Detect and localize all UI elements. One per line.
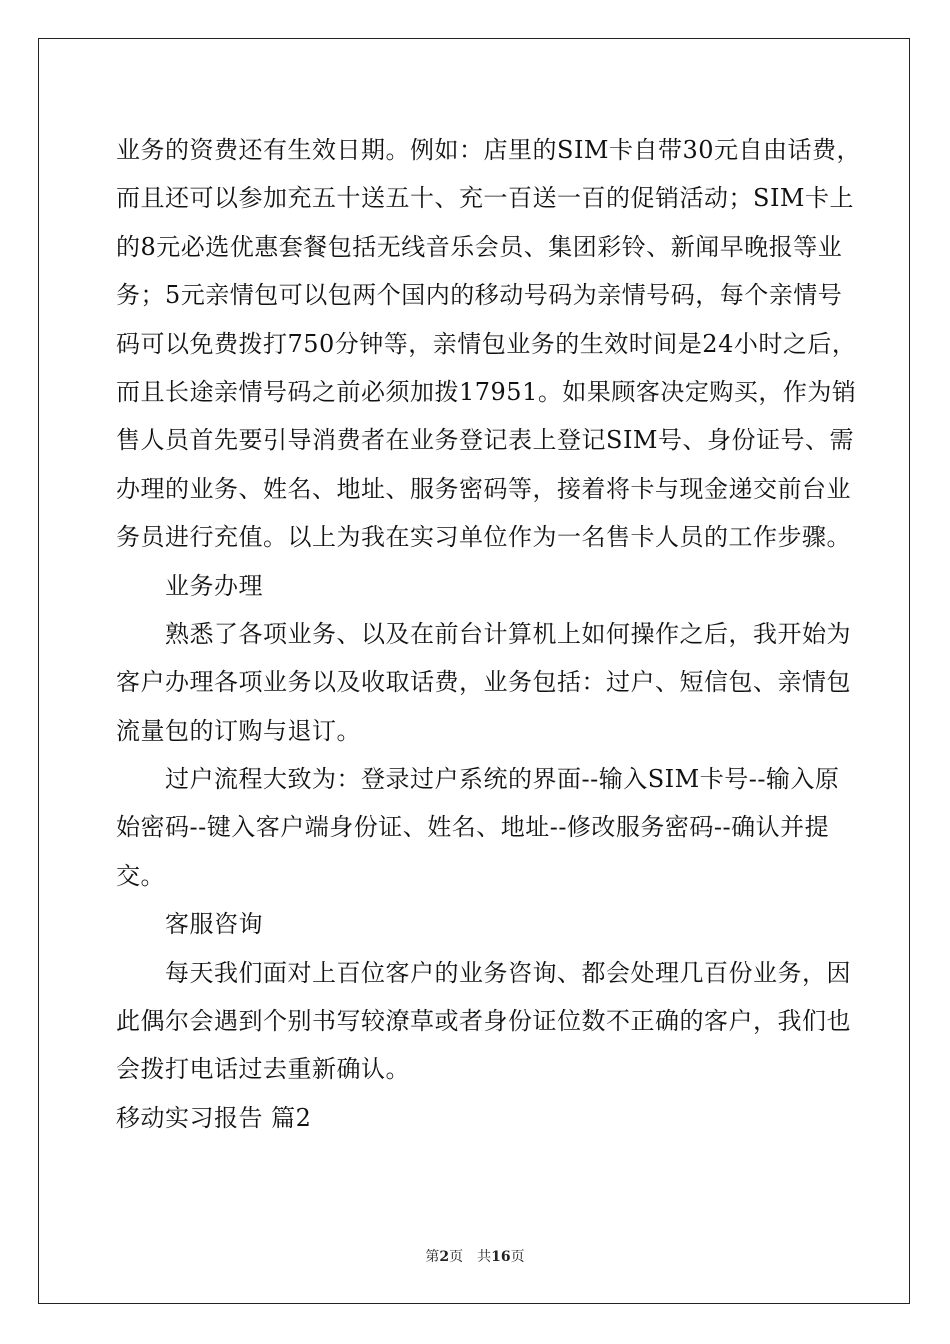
text-line-1: 业务的资费还有生效日期。例如：店里的SIM卡自带30元自由话费， [116, 136, 862, 164]
footer-suffix: 页 [510, 1249, 525, 1265]
text-line-2: 而且还可以参加充五十送五十、充一百送一百的促销活动；SIM卡上 [116, 184, 854, 213]
text-line-13: 流量包的订购与退订。 [116, 716, 361, 745]
text-line-16: 交。 [116, 861, 165, 890]
text-line-6: 而且长途亲情号码之前必须加拨17951。如果顾客决定购买，作为销 [116, 377, 857, 406]
text-line-11: 熟悉了各项业务、以及在前台计算机上如何操作之后，我开始为 [116, 619, 851, 648]
text-line-19: 此偶尔会遇到个别书写较潦草或者身份证位数不正确的客户，我们也 [116, 1007, 851, 1036]
report-title-part2: 移动实习报告 篇2 [116, 1103, 312, 1132]
text-line-20: 会拨打电话过去重新确认。 [116, 1055, 410, 1084]
text-line-4: 务；5元亲情包可以包两个国内的移动号码为亲情号码，每个亲情号 [116, 281, 843, 310]
text-line-3: 的8元必选优惠套餐包括无线音乐会员、集团彩铃、新闻早晚报等业 [116, 232, 843, 261]
section-heading-business: 业务办理 [116, 571, 263, 600]
text-line-15: 始密码--键入客户端身份证、姓名、地址--修改服务密码--确认并提 [116, 813, 830, 842]
footer-total-pages: 16 [491, 1249, 511, 1265]
footer-mid: 页 共 [449, 1249, 492, 1265]
text-line-8: 办理的业务、姓名、地址、服务密码等，接着将卡与现金递交前台业 [116, 474, 851, 503]
section-heading-service: 客服咨询 [116, 910, 263, 939]
text-line-7: 售人员首先要引导消费者在业务登记表上登记SIM号、身份证号、需 [116, 426, 854, 455]
text-line-12: 客户办理各项业务以及收取话费，业务包括：过户、短信包、亲情包 [116, 668, 851, 697]
footer-page-number: 2 [439, 1249, 450, 1265]
text-line-9: 务员进行充值。以上为我在实习单位作为一名售卡人员的工作步骤。 [116, 523, 851, 552]
text-line-5: 码可以免费拨打750分钟等，亲情包业务的生效时间是24小时之后， [116, 329, 857, 358]
page-footer [0, 1246, 950, 1266]
document-body [116, 126, 862, 1142]
footer-prefix: 第 [425, 1249, 440, 1265]
text-line-14: 过户流程大致为：登录过户系统的界面--输入SIM卡号--输入原 [116, 765, 840, 794]
text-line-18: 每天我们面对上百位客户的业务咨询、都会处理几百份业务，因 [116, 958, 851, 987]
